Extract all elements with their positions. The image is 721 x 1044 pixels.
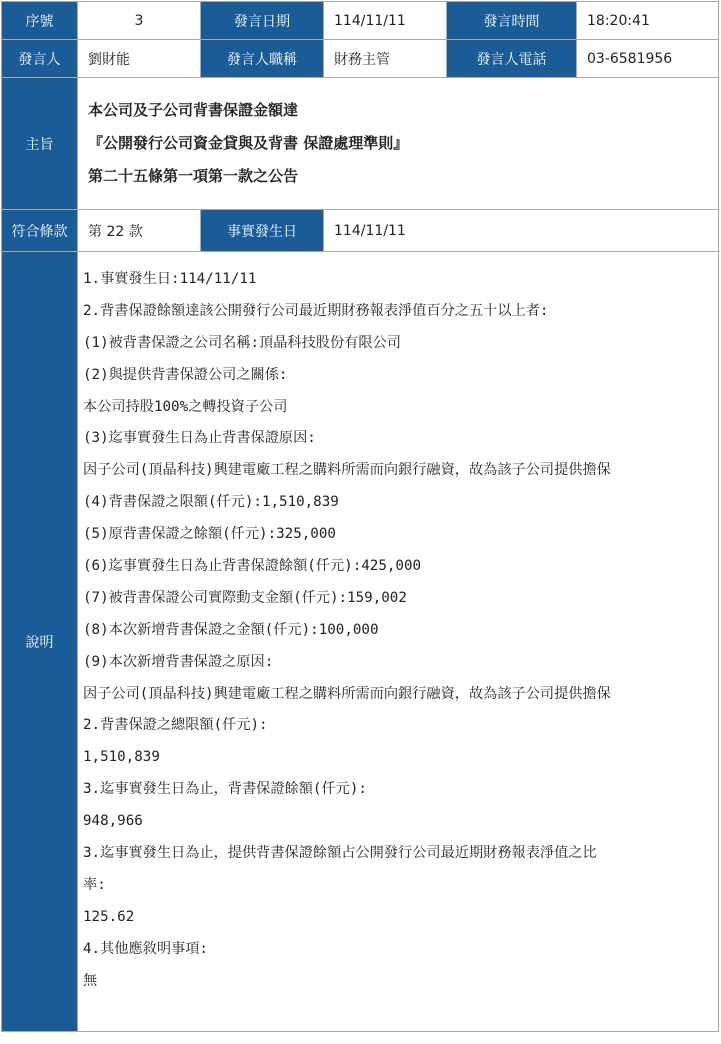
row-subject (2, 78, 719, 210)
description-line: (9)本次新增背書保證之原因: (83, 653, 274, 670)
row-header-info (2, 2, 719, 40)
seq-value: 3 (78, 2, 201, 40)
speaker-label: 發言人 (2, 40, 78, 78)
speaker-value: 劉財能 (78, 40, 201, 78)
seq-label: 序號 (2, 2, 78, 40)
description-line: 無 (83, 972, 98, 989)
subject-line: 『公開發行公司資金貸與及背書 保證處理準則』 (88, 134, 409, 152)
description-line: (5)原背書保證之餘額(仟元):325,000 (83, 526, 336, 543)
description-line: 3.迄事實發生日為止，提供背書保證餘額占公開發行公司最近期財務報表淨值之比 (83, 845, 597, 862)
description-line: (2)與提供背書保證公司之關係: (83, 366, 288, 383)
description-line: (3)迄事實發生日為止背書保證原因: (83, 430, 316, 447)
row-clause (2, 210, 719, 252)
speaker-title-label: 發言人職稱 (201, 40, 324, 78)
description-line: (8)本次新增背書保證之金額(仟元):100,000 (83, 621, 379, 638)
announcement-table (1, 1, 719, 1032)
description-line: (1)被背書保證之公司名稱:頂晶科技股份有限公司 (83, 334, 401, 351)
description-line: 因子公司(頂晶科技)興建電廠工程之購料所需而向銀行融資，故為該子公司提供擔保 (83, 685, 611, 702)
clause-label: 符合條款 (2, 210, 78, 252)
subject-line: 第二十五條第一項第一款之公告 (88, 167, 299, 185)
description-line: (7)被背書保證公司實際動支金額(仟元):159,002 (83, 589, 407, 606)
row-speaker-info (2, 40, 719, 78)
description-line: 125.62 (83, 908, 135, 925)
description-line: 1.事實發生日:114/11/11 (83, 271, 257, 287)
description-text (78, 252, 719, 1032)
fact-date-value: 114/11/11 (324, 210, 719, 252)
date-value: 114/11/11 (324, 2, 447, 40)
description-line: (4)背書保證之限額(仟元):1,510,839 (83, 494, 339, 511)
description-line: (6)迄事實發生日為止背書保證餘額(仟元):425,000 (83, 558, 422, 575)
description-line: 2.背書保證之總限額(仟元): (83, 717, 268, 734)
subject-line: 本公司及子公司背書保證金額達 (88, 101, 299, 119)
description-line: 率: (83, 876, 106, 893)
fact-date-label: 事實發生日 (201, 210, 324, 252)
speaker-phone-value: 03-6581956 (577, 40, 719, 78)
description-line: 因子公司(頂晶科技)興建電廠工程之購料所需而向銀行融資，故為該子公司提供擔保 (83, 462, 611, 479)
description-line: 948,966 (83, 813, 143, 830)
date-label: 發言日期 (201, 2, 324, 40)
description-line: 本公司持股100%之轉投資子公司 (83, 398, 288, 415)
subject-label: 主旨 (2, 78, 78, 210)
speaker-title-value: 財務主管 (324, 40, 447, 78)
time-value: 18:20:41 (577, 2, 719, 40)
speaker-phone-label: 發言人電話 (447, 40, 577, 78)
time-label: 發言時間 (447, 2, 577, 40)
description-line: 1,510,839 (83, 749, 160, 766)
description-line: 2.背書保證餘額達該公開發行公司最近期財務報表淨值百分之五十以上者: (83, 302, 549, 319)
description-line: 3.迄事實發生日為止，背書保證餘額(仟元): (83, 781, 367, 798)
clause-value: 第 22 款 (78, 210, 201, 252)
row-description (2, 252, 719, 1032)
description-line: 4.其他應敘明事項: (83, 940, 208, 957)
description-label: 說明 (2, 252, 78, 1032)
subject-text (78, 78, 719, 210)
